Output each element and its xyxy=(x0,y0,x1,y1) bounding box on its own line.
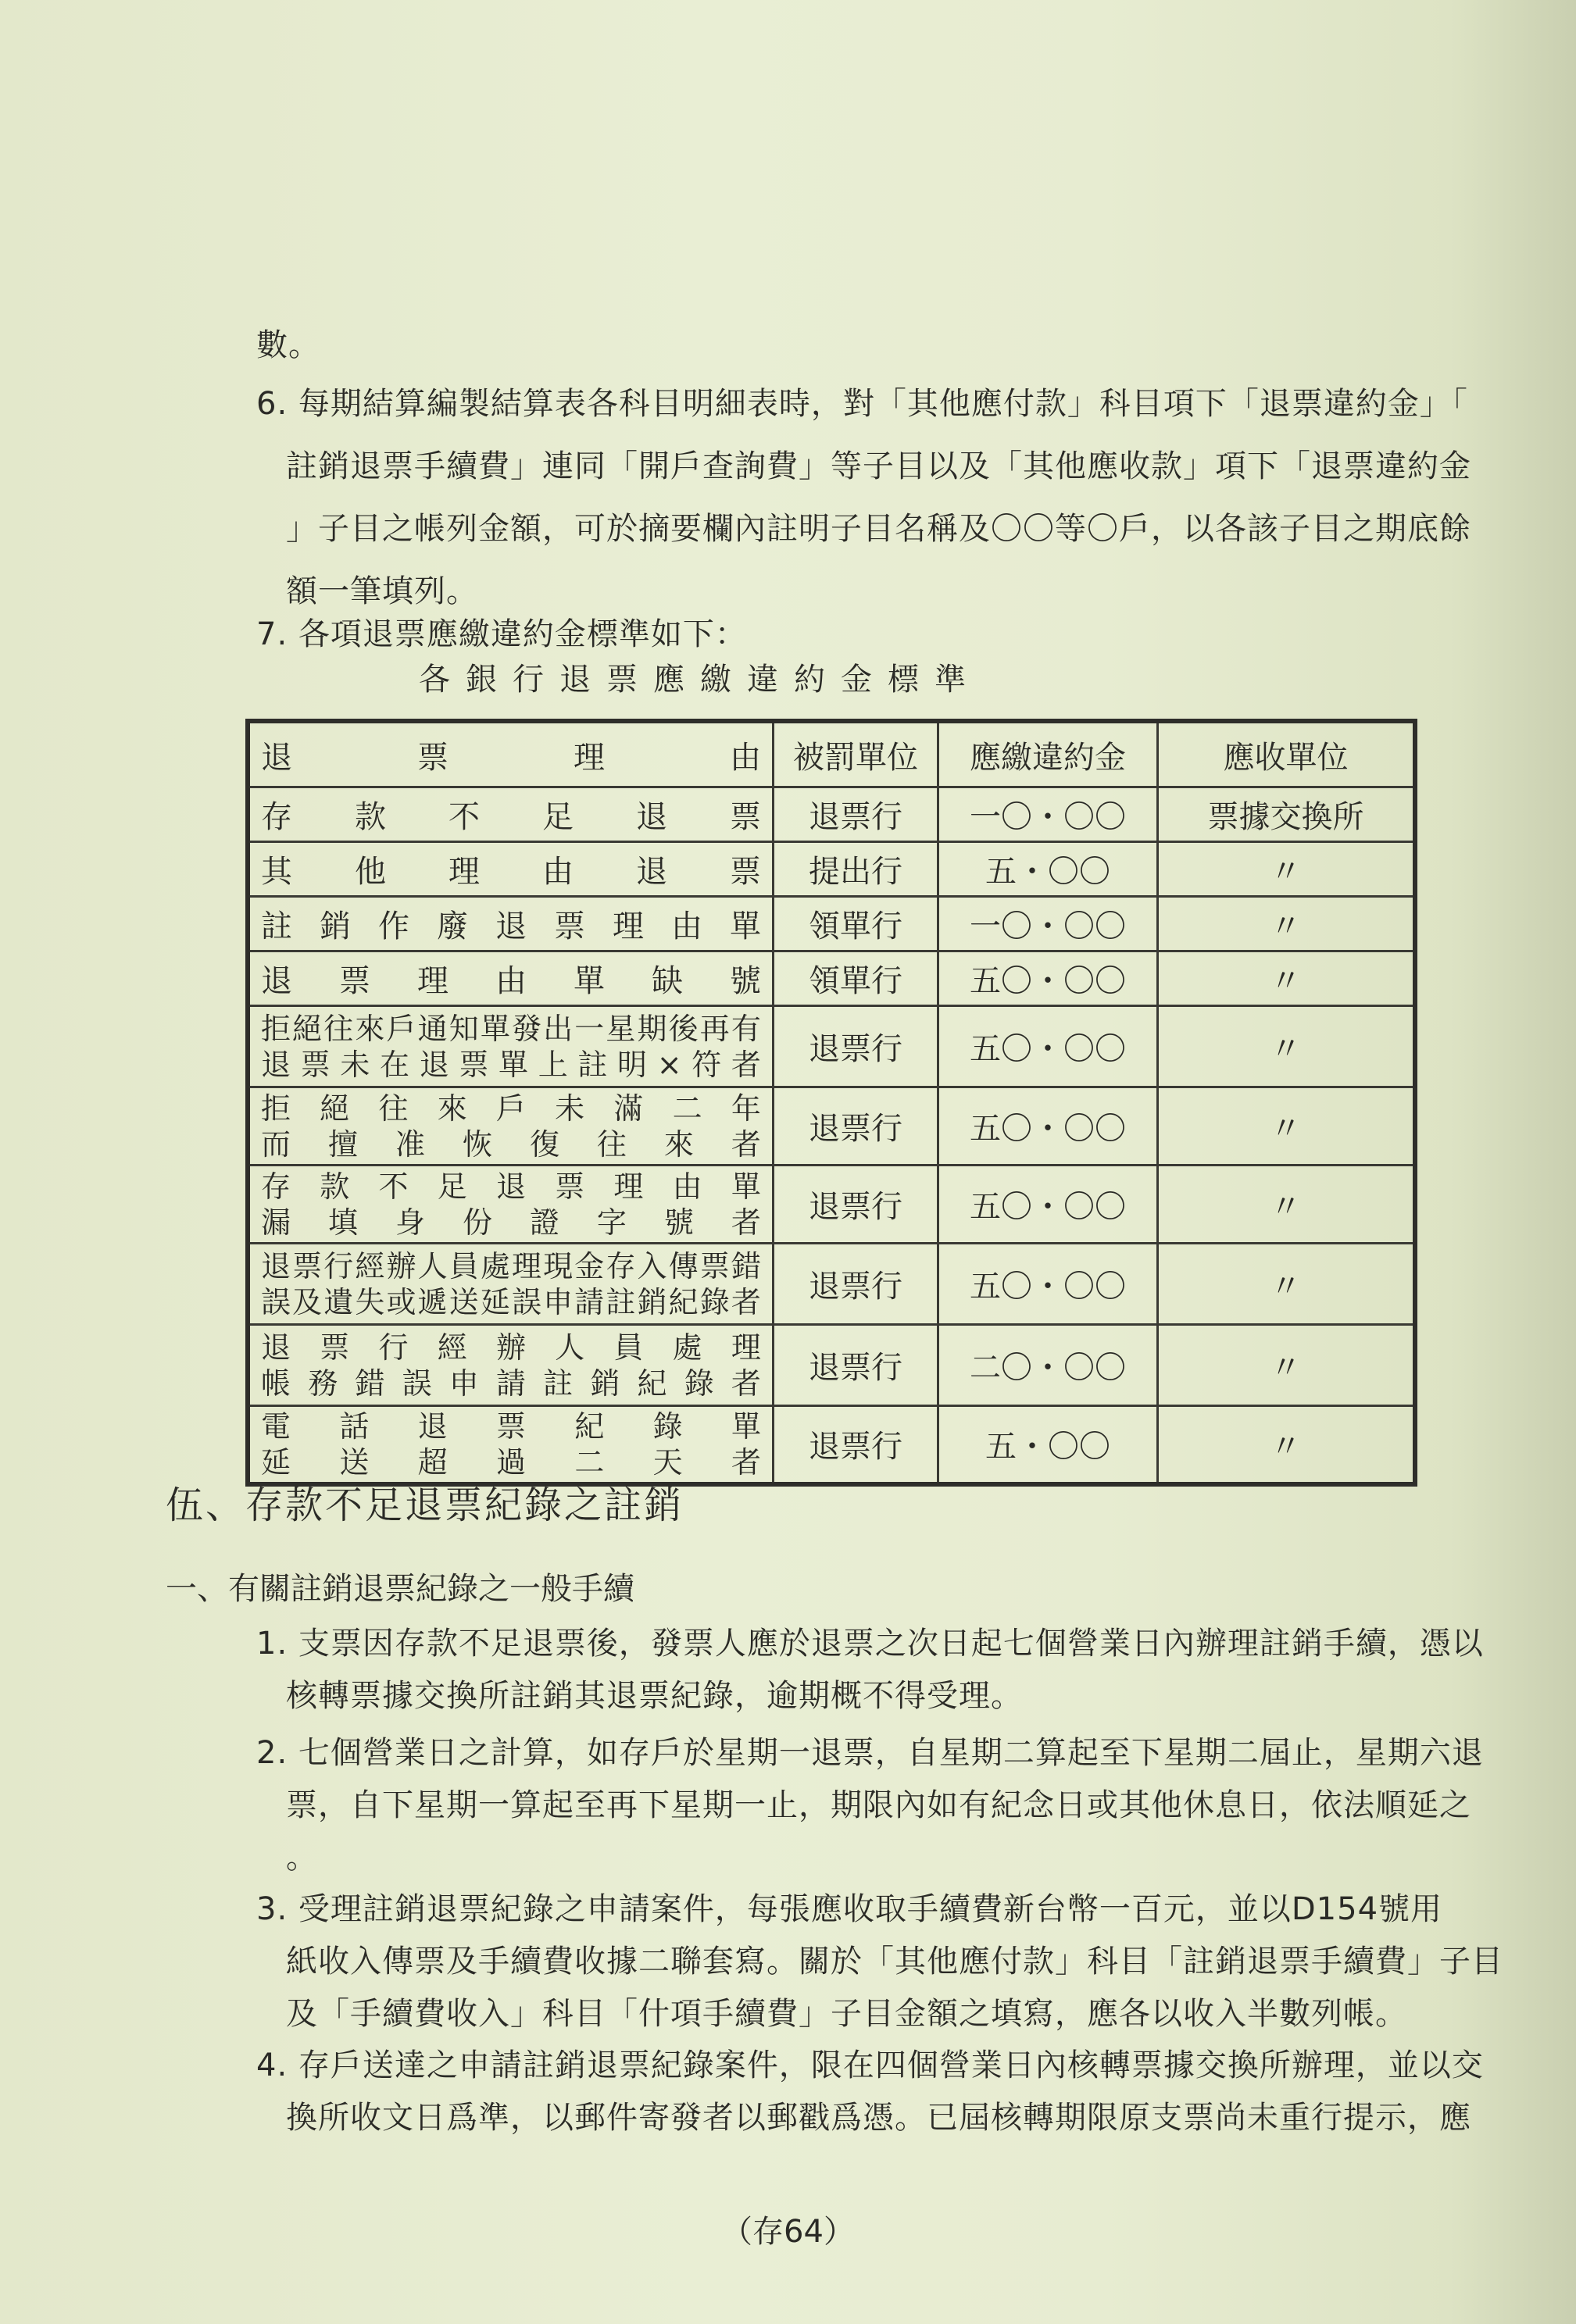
char: 拒 xyxy=(261,1091,291,1126)
char: 退 xyxy=(495,1169,526,1204)
cell-receiving-unit: 〃 xyxy=(1158,1006,1416,1087)
reason-line xyxy=(261,1284,761,1320)
item-6-line: 」子目之帳列金額，可於摘要欄內註明子目名稱及〇〇等〇戶，以各該子目之期底餘 xyxy=(286,511,1471,547)
reason-line xyxy=(261,1330,761,1365)
char: 年 xyxy=(731,1091,761,1126)
cell-penalty-amount: 五〇・〇〇 xyxy=(938,1244,1158,1325)
char: 理 xyxy=(574,739,605,776)
header-receiving-unit: 應收單位 xyxy=(1158,721,1416,787)
char: 而 xyxy=(261,1126,291,1162)
cell-receiving-unit: 〃 xyxy=(1158,1166,1416,1244)
char: 證 xyxy=(529,1205,559,1240)
cell-receiving-unit: 〃 xyxy=(1158,1325,1416,1406)
char: 註 xyxy=(261,909,292,944)
penalty-table xyxy=(245,719,1417,1487)
table-row xyxy=(248,1325,1415,1406)
char: 不 xyxy=(448,799,480,835)
item-6-line: 6. 每期結算編製結算表各科目明細表時，對「其他應付款」科目項下「退票違約金」「 xyxy=(256,386,1468,422)
char: 延 xyxy=(261,1444,291,1480)
char: 延 xyxy=(480,1284,510,1319)
cell-penalized-unit: 領單行 xyxy=(774,897,938,951)
reason-line xyxy=(261,901,761,946)
char: 註 xyxy=(543,1365,574,1401)
char: 申 xyxy=(448,1365,479,1401)
table-row xyxy=(248,1244,1415,1325)
char: 退 xyxy=(419,1047,449,1082)
char: 知 xyxy=(448,1011,479,1046)
cell-reason xyxy=(248,1087,774,1166)
char: 出 xyxy=(543,1011,574,1046)
char: 存 xyxy=(261,799,292,835)
char: 傳 xyxy=(668,1248,699,1283)
cell-reason xyxy=(248,1325,774,1406)
char: 辦 xyxy=(495,1330,526,1365)
char: 錯 xyxy=(355,1365,385,1401)
item-6-line: 額一筆填列。 xyxy=(286,573,478,609)
cell-reason xyxy=(248,1166,774,1244)
reason-line xyxy=(261,1091,761,1126)
char: 錄 xyxy=(684,1365,714,1401)
char: 員 xyxy=(448,1248,479,1283)
char: 遺 xyxy=(323,1284,354,1319)
char: 號 xyxy=(663,1205,694,1240)
header-reason-label xyxy=(261,733,761,777)
char: 者 xyxy=(731,1047,761,1082)
procedure-item-line: 核轉票據交換所註銷其退票紀錄，逾期概不得受理。 xyxy=(286,1678,1023,1714)
char: 退 xyxy=(261,963,292,999)
char: 者 xyxy=(731,1205,761,1240)
char: 理 xyxy=(512,1248,542,1283)
cell-penalized-unit: 退票行 xyxy=(774,1006,938,1087)
char: 申 xyxy=(543,1284,574,1319)
reason-line xyxy=(261,1047,761,1083)
char: 絕 xyxy=(320,1091,350,1126)
cell-penalized-unit: 提出行 xyxy=(774,842,938,897)
char: 足 xyxy=(437,1169,467,1204)
char: 足 xyxy=(542,799,574,835)
char: 存 xyxy=(261,1169,291,1204)
char: × xyxy=(656,1047,682,1082)
cell-reason xyxy=(248,897,774,951)
char: 票 xyxy=(339,963,370,999)
char: 來 xyxy=(355,1011,385,1046)
char: 銷 xyxy=(637,1284,667,1319)
char: 單 xyxy=(499,1047,529,1082)
char: 號 xyxy=(730,963,761,999)
char: 往 xyxy=(596,1126,627,1162)
cell-receiving-unit: 〃 xyxy=(1158,842,1416,897)
char: 身 xyxy=(395,1205,425,1240)
char: 理 xyxy=(448,854,480,890)
char: 退 xyxy=(261,739,292,776)
char: 單 xyxy=(480,1011,510,1046)
table-row xyxy=(248,842,1415,897)
cell-reason xyxy=(248,951,774,1006)
char: 或 xyxy=(386,1284,416,1319)
cell-reason xyxy=(248,1006,774,1087)
reason-line xyxy=(261,1205,761,1241)
continuation-text: 數。 xyxy=(256,327,320,363)
reason-line xyxy=(261,847,761,891)
char: 註 xyxy=(577,1047,608,1082)
cell-penalty-amount: 五〇・〇〇 xyxy=(938,1087,1158,1166)
char: 不 xyxy=(378,1169,409,1204)
cell-penalty-amount: 五〇・〇〇 xyxy=(938,951,1158,1006)
char: 由 xyxy=(495,963,527,999)
char: 復 xyxy=(529,1126,559,1162)
char: 期 xyxy=(637,1011,667,1046)
reason-line xyxy=(261,1126,761,1162)
char: 誤 xyxy=(402,1365,432,1401)
reason-line xyxy=(261,1408,761,1444)
char: 理 xyxy=(731,1330,761,1365)
char: 錯 xyxy=(731,1248,761,1283)
table-row xyxy=(248,1087,1415,1166)
char: 由 xyxy=(542,854,574,890)
char: 金 xyxy=(574,1248,605,1283)
procedure-item-line: 4. 存戶送達之申請註銷退票紀錄案件，限在四個營業日內核轉票據交換所辦理，並以交 xyxy=(256,2047,1484,2083)
char: 票 xyxy=(300,1047,331,1082)
cell-penalty-amount: 五〇・〇〇 xyxy=(938,1006,1158,1087)
cell-reason xyxy=(248,1244,774,1325)
cell-penalized-unit: 退票行 xyxy=(774,787,938,842)
char: 填 xyxy=(327,1205,358,1240)
char: 退 xyxy=(261,1330,291,1365)
char: 通 xyxy=(417,1011,448,1046)
reason-line xyxy=(261,1365,761,1401)
char: 話 xyxy=(339,1408,370,1444)
char: 票 xyxy=(730,799,761,835)
procedure-item-line: 票，自下星期一算起至再下星期一止，期限內如有紀念日或其他休息日，依法順延之 xyxy=(286,1787,1471,1823)
procedure-item-line: 3. 受理註銷退票紀錄之申請案件，每張應收取手續費新台幣一百元，並以D154號用 xyxy=(256,1891,1443,1927)
char: 銷 xyxy=(590,1365,620,1401)
cell-penalized-unit: 退票行 xyxy=(774,1244,938,1325)
char: 發 xyxy=(512,1011,542,1046)
char: 廢 xyxy=(437,909,468,944)
char: 票 xyxy=(292,1248,323,1283)
char: 由 xyxy=(672,1169,702,1204)
char: 行 xyxy=(378,1330,409,1365)
char: 退 xyxy=(495,909,527,944)
char: 退 xyxy=(636,799,667,835)
char: 遞 xyxy=(417,1284,448,1319)
cell-penalty-amount: 五・〇〇 xyxy=(938,842,1158,897)
cell-penalized-unit: 退票行 xyxy=(774,1087,938,1166)
char: 經 xyxy=(355,1248,385,1283)
header-reason xyxy=(248,721,774,787)
char: 款 xyxy=(320,1169,350,1204)
char: 處 xyxy=(672,1330,702,1365)
char: 辦 xyxy=(386,1248,416,1283)
char: 戶 xyxy=(386,1011,416,1046)
char: 份 xyxy=(462,1205,492,1240)
cell-reason xyxy=(248,842,774,897)
char: 符 xyxy=(692,1047,722,1082)
cell-receiving-unit: 〃 xyxy=(1158,1406,1416,1484)
cell-receiving-unit: 〃 xyxy=(1158,897,1416,951)
char: 處 xyxy=(480,1248,510,1283)
char: 人 xyxy=(555,1330,585,1365)
reason-line xyxy=(261,792,761,837)
cell-receiving-unit: 〃 xyxy=(1158,1244,1416,1325)
char: 未 xyxy=(555,1091,585,1126)
reason-line xyxy=(261,1011,761,1047)
char: 帳 xyxy=(261,1365,291,1401)
char: 紀 xyxy=(668,1284,699,1319)
procedure-item-line: 。 xyxy=(286,1840,318,1876)
table-row xyxy=(248,1406,1415,1484)
char: 漏 xyxy=(261,1205,291,1240)
char: 其 xyxy=(261,854,292,890)
cell-receiving-unit: 〃 xyxy=(1158,951,1416,1006)
char: 一 xyxy=(574,1011,605,1046)
subsection-1-heading: 一、有關註銷退票紀錄之一般手續 xyxy=(166,1571,634,1607)
table-row xyxy=(248,897,1415,951)
header-penalized-unit: 被罰單位 xyxy=(774,721,938,787)
char: 拒 xyxy=(261,1011,291,1046)
item-6-line: 註銷退票手續費」連同「開戶查詢費」等子目以及「其他應收款」項下「退票違約金 xyxy=(286,448,1471,484)
char: 理 xyxy=(613,909,644,944)
char: 理 xyxy=(613,1169,644,1204)
char: 單 xyxy=(574,963,605,999)
char: 電 xyxy=(261,1408,291,1444)
char: 現 xyxy=(543,1248,574,1283)
char: 入 xyxy=(637,1248,667,1283)
cell-penalty-amount: 一〇・〇〇 xyxy=(938,787,1158,842)
cell-penalized-unit: 退票行 xyxy=(774,1166,938,1244)
char: 單 xyxy=(731,1408,761,1444)
char: 票 xyxy=(495,1408,526,1444)
char: 退 xyxy=(261,1248,291,1283)
char: 銷 xyxy=(320,909,351,944)
table-row xyxy=(248,951,1415,1006)
char: 後 xyxy=(668,1011,699,1046)
char: 再 xyxy=(699,1011,730,1046)
char: 擅 xyxy=(327,1126,358,1162)
char: 人 xyxy=(417,1248,448,1283)
char: 二 xyxy=(574,1444,605,1480)
cell-reason xyxy=(248,1406,774,1484)
char: 有 xyxy=(731,1011,761,1046)
cell-penalty-amount: 二〇・〇〇 xyxy=(938,1325,1158,1406)
char: 者 xyxy=(731,1126,761,1162)
char: 錄 xyxy=(652,1408,683,1444)
char: 退 xyxy=(636,854,667,890)
char: 星 xyxy=(606,1011,636,1046)
item-7: 7. 各項退票應繳違約金標準如下： xyxy=(256,616,747,652)
char: 他 xyxy=(355,854,386,890)
table-row xyxy=(248,1166,1415,1244)
char: 存 xyxy=(606,1248,636,1283)
table-title: 各銀行退票應繳違約金標準 xyxy=(419,662,981,698)
char: 票 xyxy=(730,854,761,890)
char: 經 xyxy=(437,1330,467,1365)
table-row xyxy=(248,1006,1415,1087)
char: 請 xyxy=(574,1284,605,1319)
char: 絕 xyxy=(292,1011,323,1046)
char: 恢 xyxy=(462,1126,492,1162)
char: 單 xyxy=(730,909,761,944)
char: 紀 xyxy=(574,1408,605,1444)
char: 退 xyxy=(417,1408,448,1444)
cell-penalty-amount: 五・〇〇 xyxy=(938,1406,1158,1484)
char: 在 xyxy=(380,1047,410,1082)
char: 作 xyxy=(378,909,409,944)
char: 紀 xyxy=(637,1365,667,1401)
char: 票 xyxy=(417,739,448,776)
char: 務 xyxy=(308,1365,338,1401)
procedure-item-line: 換所收文日爲準，以郵件寄發者以郵戳爲憑。已屆核轉期限原支票尚未重行提示，應 xyxy=(286,2100,1471,2136)
procedure-item-line: 2. 七個營業日之計算，如存戶於星期一退票，自星期二算起至下星期二屆止，星期六退 xyxy=(256,1735,1484,1771)
char: 來 xyxy=(663,1126,694,1162)
char: 二 xyxy=(672,1091,702,1126)
cell-penalized-unit: 領單行 xyxy=(774,951,938,1006)
char: 者 xyxy=(731,1444,761,1480)
page-number: （存64） xyxy=(721,2214,855,2250)
char: 過 xyxy=(495,1444,526,1480)
char: 由 xyxy=(671,909,702,944)
char: 者 xyxy=(731,1365,761,1401)
char: 誤 xyxy=(512,1284,542,1319)
cell-receiving-unit: 票據交換所 xyxy=(1158,787,1416,842)
char: 戶 xyxy=(495,1091,526,1126)
procedure-item-line: 紙收入傳票及手續費收據二聯套寫。關於「其他應付款」科目「註銷退票手續費」子目 xyxy=(286,1944,1503,1980)
char: 及 xyxy=(292,1284,323,1319)
table-header-row xyxy=(248,721,1415,787)
table-body xyxy=(248,787,1415,1484)
char: 失 xyxy=(355,1284,385,1319)
cell-penalty-amount: 一〇・〇〇 xyxy=(938,897,1158,951)
char: 誤 xyxy=(261,1284,291,1319)
char: 缺 xyxy=(652,963,683,999)
char: 請 xyxy=(495,1365,526,1401)
cell-receiving-unit: 〃 xyxy=(1158,1087,1416,1166)
char: 錄 xyxy=(699,1284,730,1319)
char: 單 xyxy=(731,1169,761,1204)
char: 准 xyxy=(395,1126,425,1162)
char: 來 xyxy=(437,1091,467,1126)
reason-line xyxy=(261,1248,761,1284)
reason-line xyxy=(261,956,761,1001)
char: 天 xyxy=(652,1444,683,1480)
header-penalty-amount: 應繳違約金 xyxy=(938,721,1158,787)
char: 往 xyxy=(378,1091,409,1126)
char: 退 xyxy=(261,1047,291,1082)
char: 票 xyxy=(555,1169,585,1204)
char: 未 xyxy=(340,1047,370,1082)
procedure-item-line: 及「手續費收入」科目「什項手續費」子目金額之填寫，應各以收入半數列帳。 xyxy=(286,1996,1407,2032)
char: 票 xyxy=(459,1047,489,1082)
char: 者 xyxy=(731,1284,761,1319)
char: 款 xyxy=(355,799,386,835)
char: 明 xyxy=(617,1047,648,1082)
table-row xyxy=(248,787,1415,842)
cell-penalized-unit: 退票行 xyxy=(774,1325,938,1406)
char: 送 xyxy=(448,1284,479,1319)
char: 由 xyxy=(730,739,761,776)
char: 票 xyxy=(554,909,585,944)
char: 票 xyxy=(320,1330,350,1365)
reason-line xyxy=(261,1169,761,1205)
char: 行 xyxy=(323,1248,354,1283)
char: 註 xyxy=(606,1284,636,1319)
char: 員 xyxy=(613,1330,644,1365)
char: 票 xyxy=(699,1248,730,1283)
char: 上 xyxy=(538,1047,568,1082)
char: 字 xyxy=(596,1205,627,1240)
cell-reason xyxy=(248,787,774,842)
cell-penalty-amount: 五〇・〇〇 xyxy=(938,1166,1158,1244)
procedure-item-line: 1. 支票因存款不足退票後，發票人應於退票之次日起七個營業日內辦理註銷手續，憑以 xyxy=(256,1626,1484,1662)
char: 超 xyxy=(417,1444,448,1480)
section-5-heading: 伍、存款不足退票紀錄之註銷 xyxy=(166,1483,684,1527)
char: 理 xyxy=(417,963,448,999)
cell-penalized-unit: 退票行 xyxy=(774,1406,938,1484)
char: 滿 xyxy=(613,1091,644,1126)
char: 往 xyxy=(323,1011,354,1046)
char: 送 xyxy=(339,1444,370,1480)
